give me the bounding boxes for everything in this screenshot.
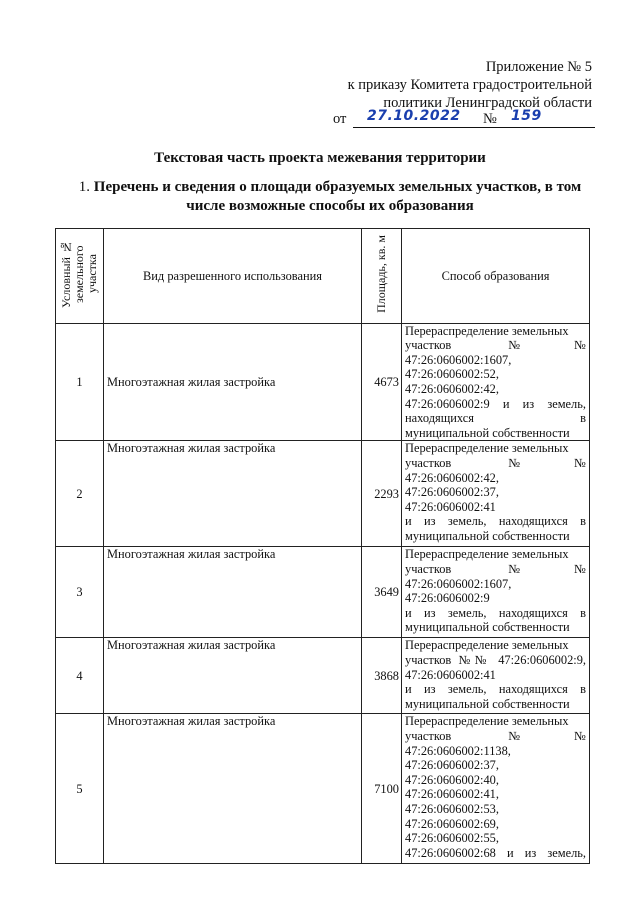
table-row: [56, 714, 590, 864]
column-header-area: Площадь, кв. м: [362, 229, 402, 324]
plot-area: 3868: [362, 638, 402, 714]
plot-number: 4: [56, 638, 104, 714]
order-date-number: [333, 108, 595, 131]
formation-method: Перераспределение земельных участков №№ 47:26:0606002:1138, 47:26:0606002:37, 47:26:0606002:40, 47:26:0606002:41, 47:26:0606002:53, 47:26:0606002:69, 47:26:0606002:55, 47:26:0606002:68 и из земель,: [402, 714, 590, 864]
section-title: [60, 178, 600, 216]
column-header-method: Способ образования: [402, 229, 590, 324]
table-header-row: [56, 229, 590, 324]
table-row: [56, 638, 590, 714]
table-row: [56, 547, 590, 638]
section-number: 1.: [78, 179, 91, 195]
number-underline: [501, 127, 595, 128]
table-row: [56, 323, 590, 441]
handwritten-date: 27.10.2022: [367, 108, 461, 124]
committee-name: политики Ленинградской области: [383, 95, 592, 111]
document-title: Текстовая часть проекта межевания территории: [154, 150, 486, 166]
permitted-use: Многоэтажная жилая застройка: [104, 323, 362, 441]
formation-method: Перераспределение земельных участков №№ 47:26:0606002:1607, 47:26:0606002:52, 47:26:0606002:42, 47:26:0606002:9 и из земель, находящихся в муниципальной собственности: [402, 323, 590, 441]
plot-number: 1: [56, 323, 104, 441]
appendix-label: Приложение № 5: [485, 59, 592, 75]
plot-number: 3: [56, 547, 104, 638]
plot-area: 3649: [362, 547, 402, 638]
approval-header: [292, 58, 592, 112]
number-label: №: [483, 111, 497, 127]
formation-method: Перераспределение земельных участков №№ 47:26:0606002:1607, 47:26:0606002:9 и из земель, находящихся в муниципальной собственности: [402, 547, 590, 638]
plot-area: 2293: [362, 441, 402, 547]
plot-area: 7100: [362, 714, 402, 864]
permitted-use: Многоэтажная жилая застройка: [104, 638, 362, 714]
formation-method: Перераспределение земельных участков №№ 47:26:0606002:9, 47:26:0606002:41 и из земель, находящихся в муниципальной собственности: [402, 638, 590, 714]
permitted-use: Многоэтажная жилая застройка: [104, 441, 362, 547]
table-row: [56, 441, 590, 547]
plot-area: 4673: [362, 323, 402, 441]
from-label: от: [333, 111, 347, 127]
column-header-number: Условный № земельного участка: [56, 229, 104, 324]
permitted-use: Многоэтажная жилая застройка: [104, 547, 362, 638]
section-title-text: Перечень и сведения о площади образуемых земельных участков, в том числе возможные способы их образования: [93, 179, 582, 214]
land-plots-table: [55, 228, 590, 864]
plot-number: 2: [56, 441, 104, 547]
column-header-use: Вид разрешенного использования: [104, 229, 362, 324]
formation-method: Перераспределение земельных участков №№ 47:26:0606002:42, 47:26:0606002:37, 47:26:0606002:41 и из земель, находящихся в муниципальной собственности: [402, 441, 590, 547]
handwritten-number: 159: [511, 108, 542, 124]
permitted-use: Многоэтажная жилая застройка: [104, 714, 362, 864]
plot-number: 5: [56, 714, 104, 864]
order-reference: к приказу Комитета градостроительной: [347, 77, 592, 93]
